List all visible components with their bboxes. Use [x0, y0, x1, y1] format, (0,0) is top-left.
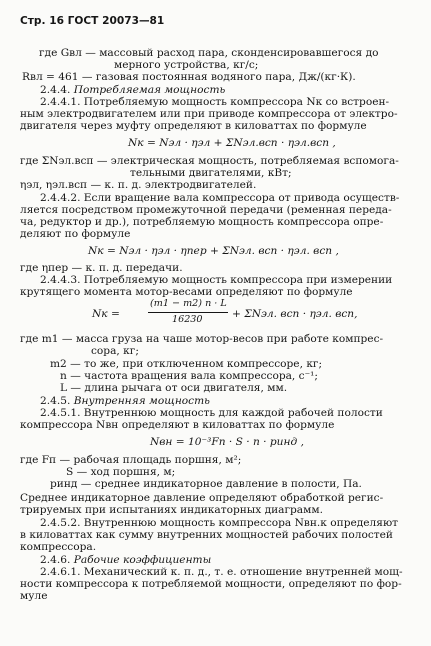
text-line-33: где Fп — рабочая площадь поршня, м²; — [20, 454, 242, 466]
text-line-38: 2.4.5.2. Внутреннюю мощность компрессора Nвн.к определяют — [40, 517, 399, 529]
text-line-12: 2.4.4.2. Если вращение вала компрессора от привода осуществ- — [40, 192, 400, 204]
text-line-6: ным электродвигателем или при приводе компрессора от электро- — [20, 108, 398, 120]
text-line-31: компрессора Nвн определяют в киловаттах по формуле — [20, 419, 335, 431]
text-line-9: где ΣNэл.всп — электрическая мощность, потребляемая вспомога- — [20, 155, 399, 167]
section-heading-2-4-6: 2.4.6. Рабочие коэффициенты — [40, 554, 212, 566]
text-line-28: L — длина рычага от оси двигателя, мм. — [60, 382, 288, 394]
text-line-34: S — ход поршня, м; — [66, 466, 176, 478]
text-line-42: 2.4.6.1. Механический к. п. д., т. е. отношение внутренней мощ- — [40, 566, 403, 578]
formula-nk-1: Nк = Nэл · ηэл + ΣNэл.всп · ηэл.всп , — [128, 137, 336, 149]
text-line-44: муле — [20, 590, 48, 602]
section-heading-2-4-5: 2.4.5. Внутренняя мощность — [40, 395, 210, 407]
formula-nk-3-lhs: Nк = — [92, 308, 120, 320]
text-line-37: трируемых при испытаниях индикаторных диаграмм. — [20, 504, 323, 516]
text-line-19: крутящего момента мотор-весами определяют по формуле — [20, 286, 353, 298]
formula-nk-3-fraction-bar — [148, 312, 228, 313]
text-line-39: в киловаттах как сумму внутренних мощностей рабочих полостей — [20, 529, 393, 541]
text-line-36: Среднее индикаторное давление определяют обработкой регис- — [20, 492, 384, 504]
text-line-43: ности компрессора к потребляемой мощности, определяют по фор- — [20, 578, 402, 590]
text-line-40: компрессора. — [20, 541, 97, 553]
formula-nk-3-rhs: + ΣNэл. всп · ηэл. всп, — [232, 308, 358, 320]
text-line-35: pинд — среднее индикаторное давление в полости, Па. — [50, 478, 362, 490]
text-line-26: m2 — то же, при отключенном компрессоре, кг; — [50, 358, 323, 370]
text-line-24: где m1 — масса груза на чаше мотор-весов при работе компрес- — [20, 333, 384, 345]
text-line-2: мерного устройства, кг/с; — [114, 59, 259, 71]
text-line-25: сора, кг; — [91, 345, 139, 357]
text-line-5: 2.4.4.1. Потребляемую мощность компрессора Nк со встроен- — [40, 96, 390, 108]
text-line-17: где ηпер — к. п. д. передачи. — [20, 262, 183, 274]
formula-nk-2: Nк = Nэл · ηэл · ηпер + ΣNэл. всп · ηэл. всп , — [88, 245, 339, 257]
section-heading-2-4-4: 2.4.4. Потребляемая мощность — [40, 84, 226, 96]
text-line-30: 2.4.5.1. Внутреннюю мощность для каждой рабочей полости — [40, 407, 383, 419]
page-header: Стр. 16 ГОСТ 20073—81 — [20, 15, 165, 27]
text-line-14: ча, редуктор и др.), потребляемую мощность компрессора опре- — [20, 216, 384, 228]
formula-nk-3-denominator: 16230 — [172, 314, 203, 325]
formula-nk-3-numerator: (m1 − m2) n · L — [150, 298, 227, 309]
text-line-7: двигателя через муфту определяют в киловаттах по формуле — [20, 120, 367, 132]
text-line-27: n — частота вращения вала компрессора, с⁻¹; — [60, 370, 319, 382]
text-line-15: деляют по формуле — [20, 228, 131, 240]
formula-nvn: Nвн = 10⁻³Fп · S · n · pинд , — [150, 436, 304, 448]
text-line-10: тельными двигателями, кВт; — [130, 167, 292, 179]
text-line-11: ηэл, ηэл.всп — к. п. д. электродвигателей. — [20, 179, 257, 191]
text-line-13: ляется посредством промежуточной передачи (ременная переда- — [20, 204, 392, 216]
text-line-1: где Gвл — массовый расход пара, сконденсировавшегося до — [39, 47, 379, 59]
text-line-18: 2.4.4.3. Потребляемую мощность компрессора при измерении — [40, 274, 393, 286]
text-line-3: Rвл = 461 — газовая постоянная водяного пара, Дж/(кг·К). — [22, 71, 356, 83]
